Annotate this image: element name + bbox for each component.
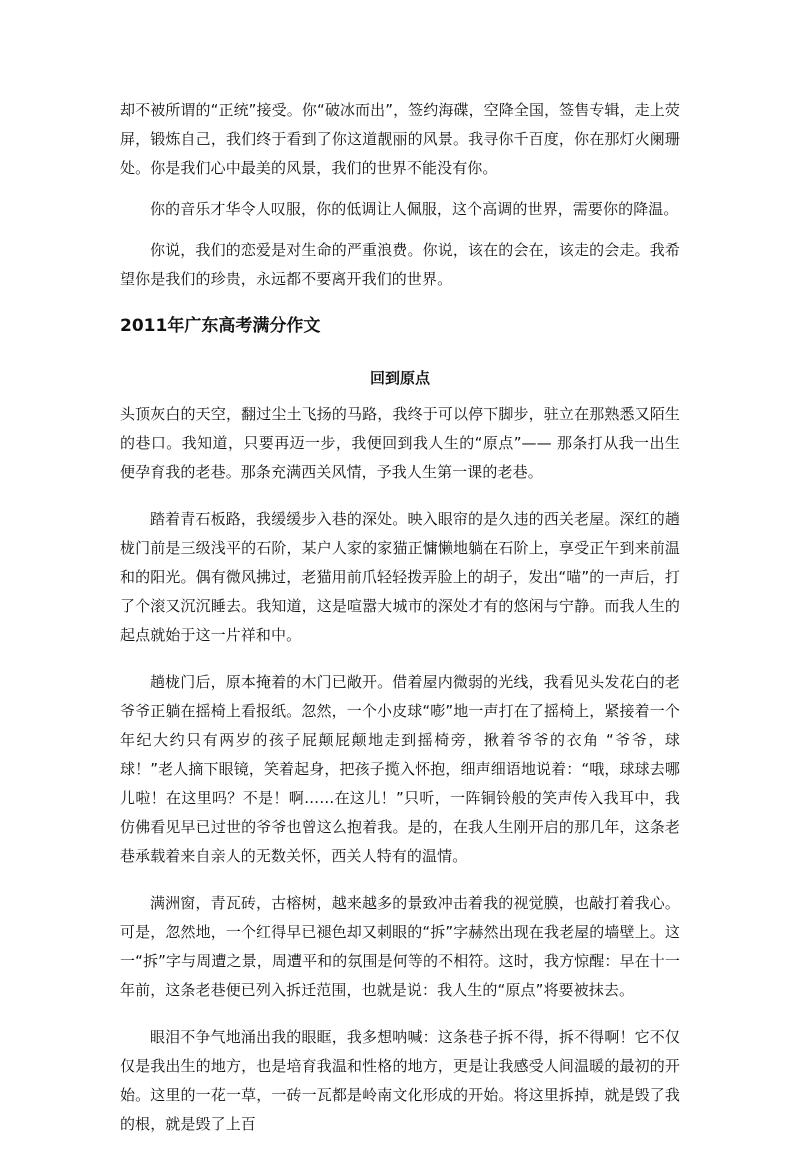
section-title: 2011年广东高考满分作文	[120, 316, 321, 336]
document-page	[120, 96, 680, 1151]
essay-paragraph-5: 眼泪不争气地涌出我的眼眶，我多想呐喊：这条巷子拆不得，拆不得啊！它不仅仅是我出生的地方，也是培育我温和性格的地方，更是让我感受人间温暖的最初的开始。这里的一花一草，一砖一瓦都是岭南文化形成的开始。将这里拆掉，就是毁了我的根，就是毁了上百	[120, 1028, 680, 1133]
essay-paragraph-2: 踏着青石板路，我缓缓步入巷的深处。映入眼帘的是久违的西关老屋。深红的趟栊门前是三级浅平的石阶，某户人家的家猫正慵懒地躺在石阶上，享受正午到来前温和的阳光。偶有微风拂过，老猫用前爪轻轻拨弄脸上的胡子，发出“喵”的一声后，打了个滚又沉沉睡去。我知道，这是喧嚣大城市的深处才有的悠闲与宁静。而我人生的起点就始于这一片祥和中。	[120, 510, 680, 644]
intro-paragraph-3: 你说，我们的恋爱是对生命的严重浪费。你说，该在的会在，该走的会走。我希望你是我们的珍贵，永远都不要离开我们的世界。	[120, 241, 680, 288]
essay-paragraph-1: 头顶灰白的天空，翻过尘土飞扬的马路，我终于可以停下脚步，驻立在那熟悉又陌生的巷口。我知道，只要再迈一步，我便回到我人生的“原点”—— 那条打从我一出生便孕育我的老巷。那条充满西关风情，予我人生第一课的老巷。	[120, 405, 680, 481]
intro-paragraph-2: 你的音乐才华令人叹服，你的低调让人佩服，这个高调的世界，需要你的降温。	[150, 200, 679, 218]
essay-paragraph-4: 满洲窗，青瓦砖，古榕树，越来越多的景致冲击着我的视觉膜，也敲打着我心。可是，忽然地，一个红得早已褪色却又刺眼的“拆”字赫然出现在我老屋的墙壁上。这一“拆”字与周遭之景，周遭平和的氛围是何等的不相符。这时，我方惊醒：早在十一年前，这条老巷便已列入拆迁范围，也就是说：我人生的“原点”将要被抹去。	[120, 894, 680, 999]
intro-paragraph-1: 却不被所谓的“正统”接受。你“破冰而出”，签约海碟，空降全国，签售专辑，走上荧屏，锻炼自己，我们终于看到了你这道靓丽的风景。我寻你千百度，你在那灯火阑珊处。你是我们心中最美的风景，我们的世界不能没有你。	[120, 101, 680, 177]
essay-title: 回到原点	[369, 369, 430, 387]
essay-paragraph-3: 趟栊门后，原本掩着的木门已敞开。借着屋内微弱的光线，我看见头发花白的老爷爷正躺在摇椅上看报纸。忽然，一个小皮球“嘭”地一声打在了摇椅上，紧接着一个年纪大约只有两岁的孩子屁颠屁颠地走到摇椅旁，揪着爷爷的衣角 “爷爷，球球！”老人摘下眼镜，笑着起身，把孩子揽入怀抱，细声细语地说着：“哦，球球去哪儿啦！在这里吗？不是！啊……在这儿！”只听，一阵铜铃般的笑声传入我耳中，我仿佛看见早已过世的爷爷也曾这么抱着我。是的，在我人生刚开启的那几年，这条老巷承载着来自亲人的无数关怀，西关人特有的温情。	[120, 673, 680, 865]
